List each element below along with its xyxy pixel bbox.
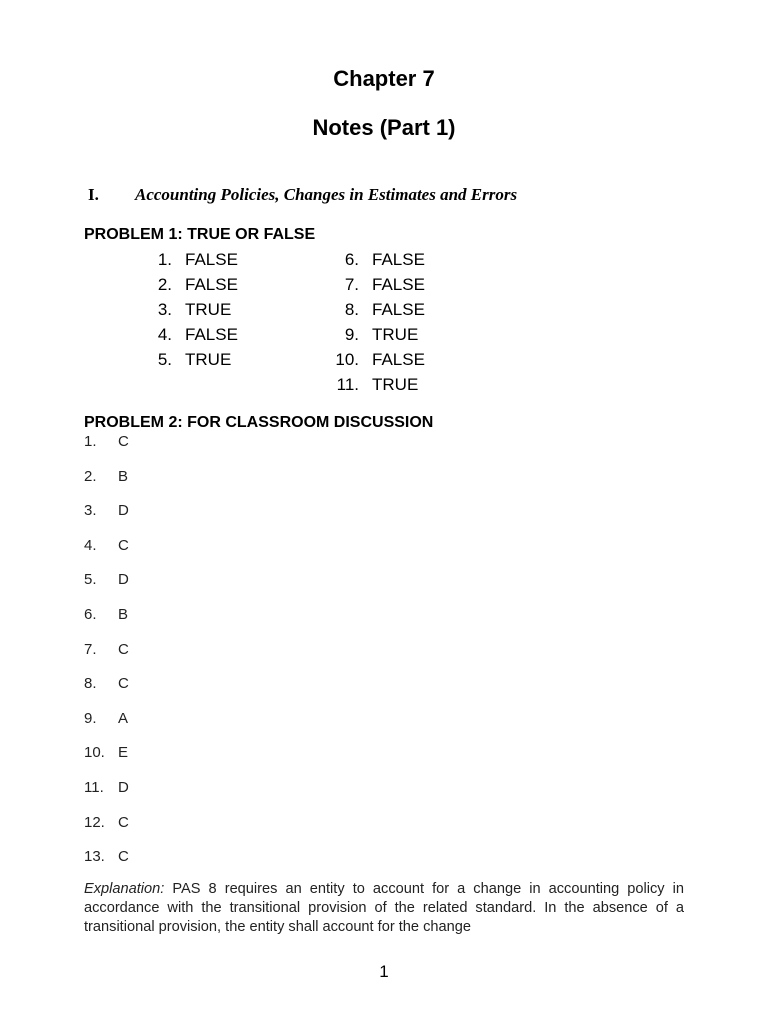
item-number: 10. [84,744,105,762]
item-answer: C [118,433,129,450]
problem-1-heading: PROBLEM 1: TRUE OR FALSE [84,226,316,243]
list-item [84,570,129,605]
item-number: 13. [84,848,105,866]
section-heading [88,184,517,206]
item-number: 2. [84,467,97,485]
list-item [84,640,129,675]
item-answer: FALSE [372,275,425,294]
notes-subtitle: Notes (Part 1) [312,115,456,140]
item-answer: FALSE [185,250,238,269]
list-item [300,322,425,347]
item-answer: D [118,571,129,589]
list-item [300,372,425,397]
item-number: 7. [344,275,359,294]
true-false-list-right [300,247,425,397]
item-number: 1. [84,433,97,450]
item-answer: FALSE [185,325,238,344]
item-number: 10. [335,350,359,369]
item-number: 1. [157,250,172,269]
list-item [130,297,238,322]
item-answer: D [118,778,129,796]
item-answer: FALSE [372,250,425,269]
list-item [84,536,129,571]
item-number: 7. [84,640,97,658]
item-number: 3. [84,502,97,520]
item-number: 11. [336,375,359,394]
item-number: 6. [344,250,359,269]
item-number: 9. [84,709,97,727]
item-number: 11. [84,778,104,796]
explanation-label: Explanation: [84,881,165,897]
problem-2-heading: PROBLEM 2: FOR CLASSROOM DISCUSSION [84,414,434,431]
item-number: 5. [157,350,172,369]
item-number: 8. [84,675,97,693]
item-answer: FALSE [372,350,425,369]
item-number: 2. [157,275,172,294]
chapter-title: Chapter 7 [333,66,435,91]
item-answer: A [118,709,129,727]
item-answer: TRUE [185,350,232,369]
item-answer: E [118,744,129,762]
item-answer: D [118,502,129,520]
list-item [300,347,425,372]
item-answer: TRUE [372,325,419,344]
list-item [84,674,129,709]
item-answer: FALSE [185,275,238,294]
item-answer: TRUE [185,300,232,319]
list-item [84,501,129,536]
item-answer: C [118,640,129,658]
list-item [130,247,238,272]
item-answer: FALSE [372,300,425,319]
list-item [300,272,425,297]
list-item [84,605,129,640]
item-answer: C [118,536,129,554]
item-answer: C [118,675,129,693]
section-title: Accounting Policies, Changes in Estimates and Errors [135,185,518,204]
explanation-text: PAS 8 requires an entity to account for a change in accounting policy in accordance with the transitional provision of the related standard. In the absence of a transitional provision, the entity shall account for the change [84,881,684,935]
list-item [84,743,129,778]
section-number: I. [88,185,99,204]
item-answer: C [118,848,129,866]
item-number: 4. [84,536,97,554]
list-item [300,297,425,322]
item-number: 3. [157,300,172,319]
item-number: 4. [157,325,172,344]
item-number: 12. [84,813,105,831]
item-number: 9. [344,325,359,344]
list-item [300,247,425,272]
list-item [130,322,238,347]
list-item [130,347,238,372]
multiple-choice-list [84,432,129,882]
item-number: 5. [84,571,97,589]
item-number: 8. [344,300,359,319]
list-item [84,709,129,744]
list-item [84,813,129,848]
list-item [84,847,129,882]
list-item [130,272,238,297]
list-item [84,432,129,467]
item-number: 6. [84,605,97,623]
list-item [84,778,129,813]
item-answer: TRUE [372,375,419,394]
explanation-paragraph [84,880,684,937]
true-false-list-left [130,247,238,372]
item-answer: B [118,467,129,485]
list-item [84,467,129,502]
item-answer: B [118,605,129,623]
page-number: 1 [379,962,389,981]
item-answer: C [118,813,129,831]
